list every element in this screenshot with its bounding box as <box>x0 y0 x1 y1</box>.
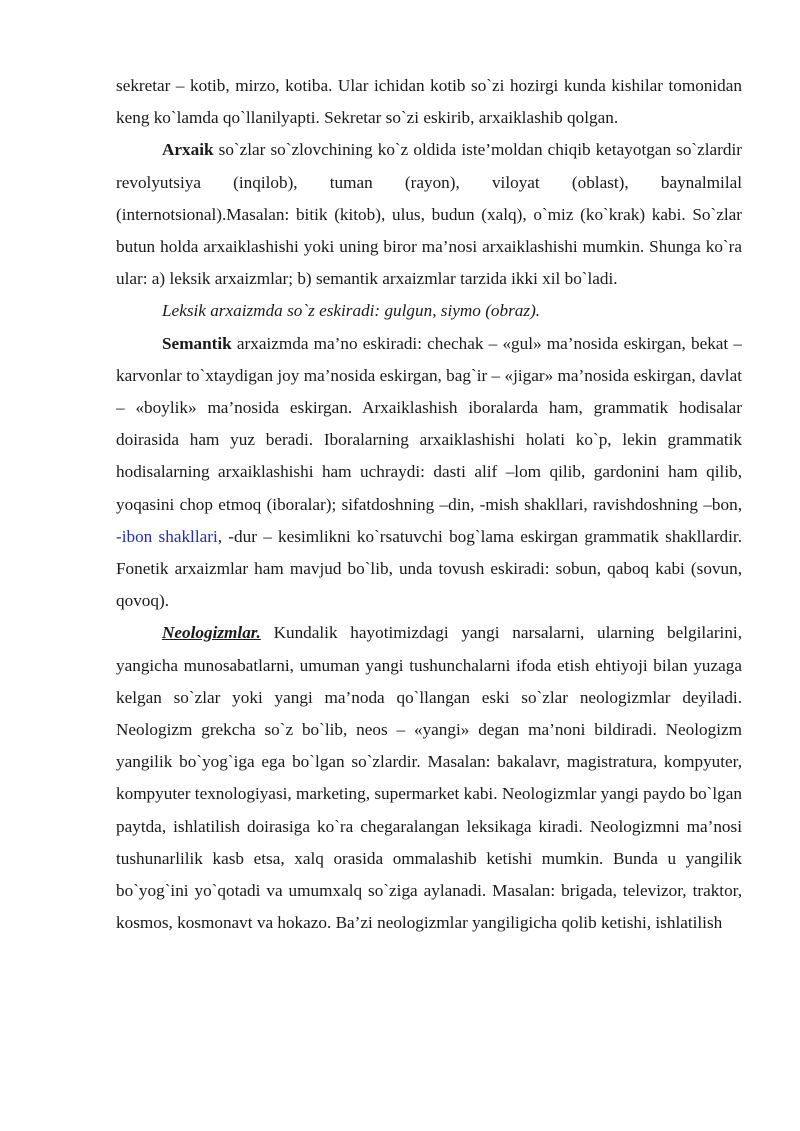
term-semantik: Semantik <box>162 333 232 353</box>
leksik-arxaizm-example: Leksik arxaizmda so`z eskiradi: gulgun, siymo (obraz). <box>162 301 541 321</box>
hyperlink-ibon-shakllari[interactable]: -ibon shakllari <box>116 526 218 546</box>
paragraph-neologizmlar <box>116 617 742 939</box>
paragraph-text: Kundalik hayotimizdagi yangi narsalarni, ularning belgilarini, yangicha munosabatlarni, umuman yangi tushunchalarni ifoda etish ehtiyoji bilan yuzaga kelgan so`zlar yoki yangi ma’noda qo`llangan eski so`zlar neologizmlar deyiladi. Neologizm grekcha so`z bo`lib, neos – «yangi» degan ma’noni bildiradi. Neologizm yangilik bo`yog`iga ega bo`lgan so`zlardir. Masalan: bakalavr, magistratura, kompyuter, kompyuter texnologiyasi, marketing, supermarket kabi. Neologizmlar yangi paydo bo`lgan paytda, ishlatilish doirasiga ko`ra chegaralangan leksikaga kiradi. Neologizmni ma’nosi tushunarlilik kasb etsa, xalq orasida ommalashib ketishi mumkin. Bunda u yangilik bo`yog`ini yo`qotadi va umumxalq so`ziga aylanadi. Masalan: brigada, televizor, traktor, kosmos, kosmonavt va hokazo. Ba’zi neologizmlar yangiligicha qolib ketishi, ishlatilish <box>116 623 742 933</box>
paragraph-semantik <box>116 328 742 618</box>
paragraph-arxaik <box>116 134 742 295</box>
document-body <box>116 70 742 939</box>
term-arxaik: Arxaik <box>162 140 214 160</box>
paragraph-text: so`zlar so`zlovchining ko`z oldida iste’moldan chiqib ketayotgan so`zlardir revolyutsiya (inqilob), tuman (rayon), viloyat (oblast), baynalmilal (internotsional).Masalan: bitik (kitob), ulus, budun (xalq), o`miz (ko`krak) kabi. So`zlar butun holda arxaiklashishi yoki uning biror ma’nosi arxaiklashishi mumkin. Shunga ko`ra ular: a) leksik arxaizmlar; b) semantik arxaizmlar tarzida ikki xil bo`ladi. <box>116 140 742 289</box>
paragraph-leksik <box>116 295 742 327</box>
term-neologizmlar: Neologizmlar. <box>162 623 261 643</box>
paragraph-text: , -dur – kesimlikni ko`rsatuvchi bog`lama eskirgan grammatik shakllardir. Fonetik arxaizmlar ham mavjud bo`lib, unda tovush eskiradi: sobun, qaboq kabi (sovun, qovoq). <box>116 526 742 611</box>
paragraph-text: sekretar – kotib, mirzo, kotiba. Ular ichidan kotib so`zi hozirgi kunda kishilar tomonidan keng ko`lamda qo`llanilyapti. Sekretar so`zi eskirib, arxaiklashib qolgan. <box>116 76 742 128</box>
paragraph-sekretar <box>116 70 742 134</box>
paragraph-text: arxaizmda ma’no eskiradi: chechak – «gul» ma’nosida eskirgan, bekat – karvonlar to`xtaydigan joy ma’nosida eskirgan, bag`ir – «jigar» ma’nosida eskirgan, davlat – «boylik» ma’nosida eskirgan. Arxaiklashish iboralarda ham, grammatik hodisalar doirasida ham yuz beradi. Iboralarning arxaiklashishi holati ko`p, lekin grammatik hodisalarning arxaiklashishi ham uchraydi: dasti alif –lom qilib, gardonini ham qilib, yoqasini chop etmoq (iboralar); sifatdoshning –din, -mish shakllari, ravishdoshning –bon, <box>116 333 742 514</box>
